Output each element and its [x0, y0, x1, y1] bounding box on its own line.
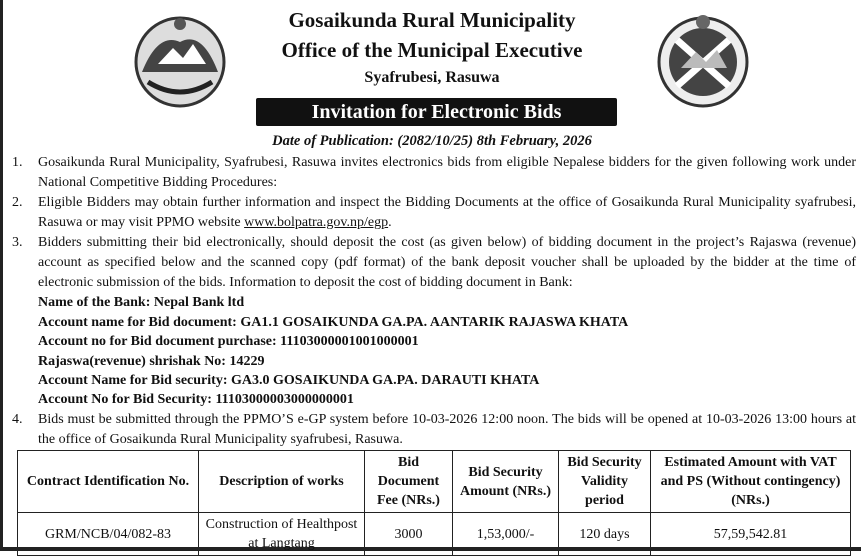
- municipality-name: Gosaikunda Rural Municipality: [288, 8, 576, 32]
- clause-1: [12, 153, 856, 193]
- bid-details-table: [17, 450, 851, 556]
- table-header-row: [18, 451, 851, 513]
- ppmo-website-link[interactable]: www.bolpatra.gov.np/egp: [244, 215, 389, 230]
- clause-number: 3.: [12, 235, 23, 250]
- header-estimated-amount: Estimated Amount with VAT and PS (Without contingency) (NRs.): [651, 451, 851, 513]
- header-security-validity: Bid Security Validity period: [559, 451, 651, 513]
- cell-security-validity: 120 days: [559, 513, 651, 556]
- cell-contract-id: GRM/NCB/04/082-83: [18, 513, 199, 556]
- clause-number: 4.: [12, 412, 23, 427]
- clause-3: [12, 233, 856, 293]
- publication-date: Date of Publication: (2082/10/25) 8th February, 2026: [272, 133, 592, 149]
- revenue-shrishak-number: Rajaswa(revenue) shrishak No: 14229: [38, 354, 265, 369]
- bid-document-account-name: Account name for Bid document: GA1.1 GOSAIKUNDA GA.PA. AANTARIK RAJASWA KHATA: [38, 315, 629, 330]
- cell-document-fee: 3000: [365, 513, 453, 556]
- office-name: Office of the Municipal Executive: [281, 38, 583, 62]
- bid-security-account-name: Account Name for Bid security: GA3.0 GOSAIKUNDA GA.PA. DARAUTI KHATA: [38, 373, 540, 388]
- clause-text: Bidders submitting their bid electronically, should deposit the cost (as given below) of bidding document in the project’s Rajaswa (revenue) account as specified below and the scanned copy (pdf format) of the bank deposit voucher shall be uploaded by the bidder at the time of electronic submission of the bids. Information to deposit the cost of bidding document in Bank:: [38, 235, 856, 290]
- header-contract-id: Contract Identification No.: [18, 451, 199, 513]
- table-row: [18, 513, 851, 556]
- cell-estimated-amount: 57,59,542.81: [651, 513, 851, 556]
- clause-2: [12, 193, 856, 233]
- header-document-fee: Bid Document Fee (NRs.): [365, 451, 453, 513]
- clause-number: 2.: [12, 195, 23, 210]
- bid-security-account-number: Account No for Bid Security: 11103000003000000001: [38, 392, 354, 407]
- bid-document-account-number: Account no for Bid document purchase: 11103000001001000001: [38, 334, 419, 349]
- punctuation: .: [388, 215, 392, 230]
- clause-text: Eligible Bidders may obtain further information and inspect the Bidding Documents at the office of Gosaikunda Rural Municipality syafrubesi, Rasuwa or may visit PPMO website: [38, 195, 856, 230]
- clause-4: [12, 410, 856, 450]
- clause-text: Gosaikunda Rural Municipality, Syafrubesi, Rasuwa invites electronics bids from eligible Nepalese bidders for the given following work under National Competitive Bidding Procedures:: [38, 155, 856, 190]
- office-location: Syafrubesi, Rasuwa: [364, 69, 500, 86]
- cell-description: Construction of Healthpost at Langtang: [199, 513, 365, 556]
- bank-name: Name of the Bank: Nepal Bank ltd: [38, 295, 245, 310]
- header-description: Description of works: [199, 451, 365, 513]
- clause-text: Bids must be submitted through the PPMO’S e-GP system before 10-03-2026 12:00 noon. The bids will be opened at 10-03-2026 13:00 hours at the office of Gosaikunda Rural Municipality syafrubesi, Rasuwa.: [38, 412, 856, 447]
- clause-number: 1.: [12, 155, 23, 170]
- cell-security-amount: 1,53,000/-: [453, 513, 559, 556]
- notice-title-banner: Invitation for Electronic Bids: [256, 98, 617, 126]
- header-security-amount: Bid Security Amount (NRs.): [453, 451, 559, 513]
